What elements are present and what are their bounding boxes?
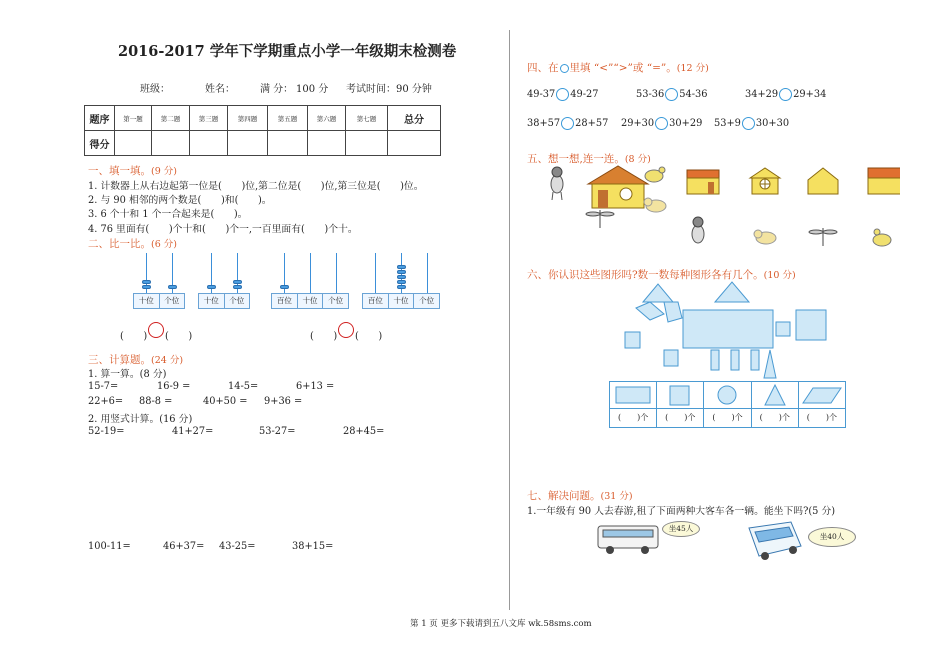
abacus-rod	[336, 253, 337, 293]
abacus-place-label: 个位	[164, 296, 180, 305]
duck-icon[interactable]	[645, 167, 665, 182]
compare-circle[interactable]	[779, 88, 792, 101]
compare-circle[interactable]	[338, 322, 354, 338]
abacus-place-label: 十位	[389, 294, 415, 308]
abacus-base	[362, 293, 440, 309]
square-shape	[796, 310, 826, 340]
abacus-bead	[233, 280, 242, 284]
section1-line: 3. 6 个十和 1 个一合起来是( )。	[88, 209, 248, 220]
section3-heading: 三、计算题。(24 分)	[88, 354, 184, 366]
square-shape	[776, 322, 790, 336]
leg-rectangle	[711, 350, 719, 370]
abacus-bead	[397, 285, 406, 289]
triangle-shape	[643, 284, 673, 302]
page-footer: 第 1 页 更多下载请到五八文库 wk.58sms.com	[410, 619, 592, 629]
score-cell[interactable]	[115, 131, 152, 156]
score-cell[interactable]	[152, 131, 190, 156]
score-cell[interactable]	[190, 131, 228, 156]
abacus-place-label: 百位	[363, 294, 389, 308]
section1-line: 4. 76 里面有( )个十和( )个一,一百里面有( )个十。	[88, 224, 358, 235]
score-table	[84, 105, 441, 156]
count-blank[interactable]: ( )个	[704, 409, 751, 427]
section6-heading: 六、你认识这些图形吗?数一数每种图形各有几个。(10 分)	[527, 269, 796, 281]
compare-circle[interactable]	[561, 117, 574, 130]
triangle-shape	[764, 350, 776, 378]
calc-item: 100-11=	[88, 541, 131, 552]
parallelogram-shape	[636, 302, 664, 320]
compare-blank-right[interactable]: ( )	[355, 331, 383, 342]
calc-item: 9+36 =	[264, 396, 303, 407]
compare-item: 49-37 49-27	[527, 89, 599, 100]
bus-icon	[595, 518, 665, 558]
cat-icon[interactable]	[644, 198, 666, 212]
matching-illustration	[540, 162, 900, 257]
column-divider	[509, 30, 510, 610]
score-table-total-label: 总分	[388, 106, 441, 131]
calc-item: 40+50 =	[203, 396, 248, 407]
compare-item: 29+30 30+29	[621, 118, 703, 129]
circle-icon	[560, 64, 569, 73]
calc-item: 16-9 =	[157, 381, 191, 392]
compare-item: 34+29 29+34	[745, 89, 827, 100]
abacus-bead	[142, 285, 151, 289]
score-table-header: 第六题	[308, 106, 346, 131]
house-side-icon[interactable]	[808, 168, 838, 194]
score-cell[interactable]	[228, 131, 268, 156]
abacus-base	[271, 293, 349, 309]
house-icon[interactable]	[588, 166, 648, 208]
abacus-bead	[142, 280, 151, 284]
score-table-header: 第七题	[346, 106, 388, 131]
dog-icon[interactable]	[692, 217, 704, 243]
section7-question1: 1.一年级有 90 人去春游,租了下面两种大客车各一辆。能坐下吗?(5 分)	[527, 506, 836, 517]
section3-sub1: 1. 算一算。(8 分)	[88, 369, 167, 380]
abacus-bead	[397, 280, 406, 284]
abacus-bead	[280, 285, 289, 289]
abacus-base	[133, 293, 185, 309]
triangle-shape	[715, 282, 749, 302]
abacus-bead	[168, 285, 177, 289]
abacus-place-label: 个位	[328, 296, 344, 305]
section4-heading: 四、在 里填 “<”“>”或 “=”。(12 分)	[527, 62, 709, 74]
section3-sub2: 2. 用竖式计算。(16 分)	[88, 414, 193, 425]
compare-circle[interactable]	[655, 117, 668, 130]
triangle-type-cell	[752, 382, 799, 408]
calc-item: 14-5=	[228, 381, 259, 392]
leg-rectangle	[731, 350, 739, 370]
calc-item: 43-25=	[219, 541, 256, 552]
count-blank[interactable]: ( )个	[752, 409, 799, 427]
compare-item: 53-36 54-36	[636, 89, 708, 100]
circle-type-cell	[704, 382, 751, 408]
score-cell[interactable]	[308, 131, 346, 156]
section1-heading: 一、填一填。(9 分)	[88, 165, 177, 177]
section1-line: 1. 计数器上从右边起第一位是( )位,第二位是( )位,第三位是( )位。	[88, 181, 424, 192]
compare-blank-left[interactable]: ( )	[120, 331, 148, 342]
section7-heading: 七、解决问题。(31 分)	[527, 490, 633, 502]
abacus-bead	[397, 265, 406, 269]
score-cell[interactable]	[388, 131, 441, 156]
compare-item: 38+57 28+57	[527, 118, 609, 129]
shape-figure	[620, 278, 835, 380]
score-table-row2-label: 得分	[85, 131, 115, 156]
square-shape	[625, 332, 640, 348]
abacus-base	[198, 293, 250, 309]
abacus-rod	[310, 253, 311, 293]
compare-item: 53+9 30+30	[714, 118, 790, 129]
abacus-rod	[427, 253, 428, 293]
bus2-capacity-bubble: 坐40人	[808, 527, 856, 547]
bus-icon	[745, 518, 805, 563]
dragonfly-icon[interactable]	[586, 210, 614, 228]
abacus-bead	[233, 285, 242, 289]
square-shape	[664, 350, 678, 366]
body-rectangle	[683, 310, 773, 348]
house-top-icon[interactable]	[868, 168, 900, 194]
count-blank[interactable]: ( )个	[806, 413, 838, 422]
count-blank[interactable]: ( )个	[657, 409, 704, 427]
abacus-place-label: 十位	[134, 294, 160, 308]
section5-heading: 五、想一想,连一连。(8 分)	[527, 153, 651, 165]
score-table-header: 第一题	[115, 106, 152, 131]
abacus-place-label: 十位	[298, 294, 324, 308]
abacus-bead	[397, 275, 406, 279]
abacus-bead	[207, 285, 216, 289]
bus1-capacity-bubble: 坐45人	[662, 521, 700, 537]
score-table-header: 第三题	[190, 106, 228, 131]
calc-item: 38+15=	[292, 541, 334, 552]
calc-item: 53-27=	[259, 426, 296, 437]
duck-icon[interactable]	[873, 229, 891, 246]
calc-item: 52-19=	[88, 426, 125, 437]
compare-blank-right[interactable]: ( )	[165, 331, 193, 342]
compare-circle[interactable]	[148, 322, 164, 338]
calc-item: 46+37=	[163, 541, 205, 552]
rectangle-type-cell	[610, 382, 657, 408]
compare-circle[interactable]	[556, 88, 569, 101]
abacus-place-label: 百位	[272, 294, 298, 308]
house-window-icon[interactable]	[750, 168, 780, 194]
compare-blank-left[interactable]: ( )	[310, 331, 338, 342]
abacus-place-label: 个位	[419, 296, 435, 305]
calc-item: 6+13 =	[296, 381, 335, 392]
full-score-value: 100 分	[296, 84, 329, 95]
score-cell[interactable]	[346, 131, 388, 156]
house-front-icon[interactable]	[687, 170, 719, 194]
score-table-header: 第五题	[268, 106, 308, 131]
section1-line: 2. 与 90 相邻的两个数是( )和( )。	[88, 195, 272, 206]
quad-shape	[664, 302, 682, 322]
cat-icon[interactable]	[754, 230, 776, 244]
score-table-header: 第四题	[228, 106, 268, 131]
parallelogram-type-cell	[799, 382, 845, 408]
name-label: 姓名：	[205, 84, 235, 95]
calc-item: 15-7=	[88, 381, 119, 392]
square-type-cell	[657, 382, 704, 408]
dragonfly-icon[interactable]	[809, 228, 837, 246]
abacus-place-label: 十位	[199, 294, 225, 308]
score-table-header: 第二题	[152, 106, 190, 131]
page-title: 2016-2017 学年下学期重点小学一年级期末检测卷	[118, 43, 457, 60]
abacus-rod	[375, 253, 376, 293]
score-table-row1-label: 题序	[85, 106, 115, 131]
calc-item: 88-8 =	[139, 396, 173, 407]
calc-item: 22+6=	[88, 396, 124, 407]
leg-rectangle	[751, 350, 759, 370]
abacus-bead	[397, 270, 406, 274]
count-blank[interactable]: ( )个	[610, 409, 657, 427]
section2-heading: 二、比一比。(6 分)	[88, 238, 177, 250]
calc-item: 41+27=	[172, 426, 214, 437]
full-score-label: 满 分：	[260, 84, 294, 95]
calc-item: 28+45=	[343, 426, 385, 437]
class-label: 班级：	[140, 84, 170, 95]
time-label: 考试时间：90 分钟	[346, 84, 432, 95]
score-cell[interactable]	[268, 131, 308, 156]
count-blank-row	[609, 408, 846, 428]
dog-icon[interactable]	[551, 167, 563, 200]
compare-circle[interactable]	[665, 88, 678, 101]
shape-type-row	[609, 381, 846, 408]
compare-circle[interactable]	[742, 117, 755, 130]
abacus-place-label: 个位	[229, 296, 245, 305]
